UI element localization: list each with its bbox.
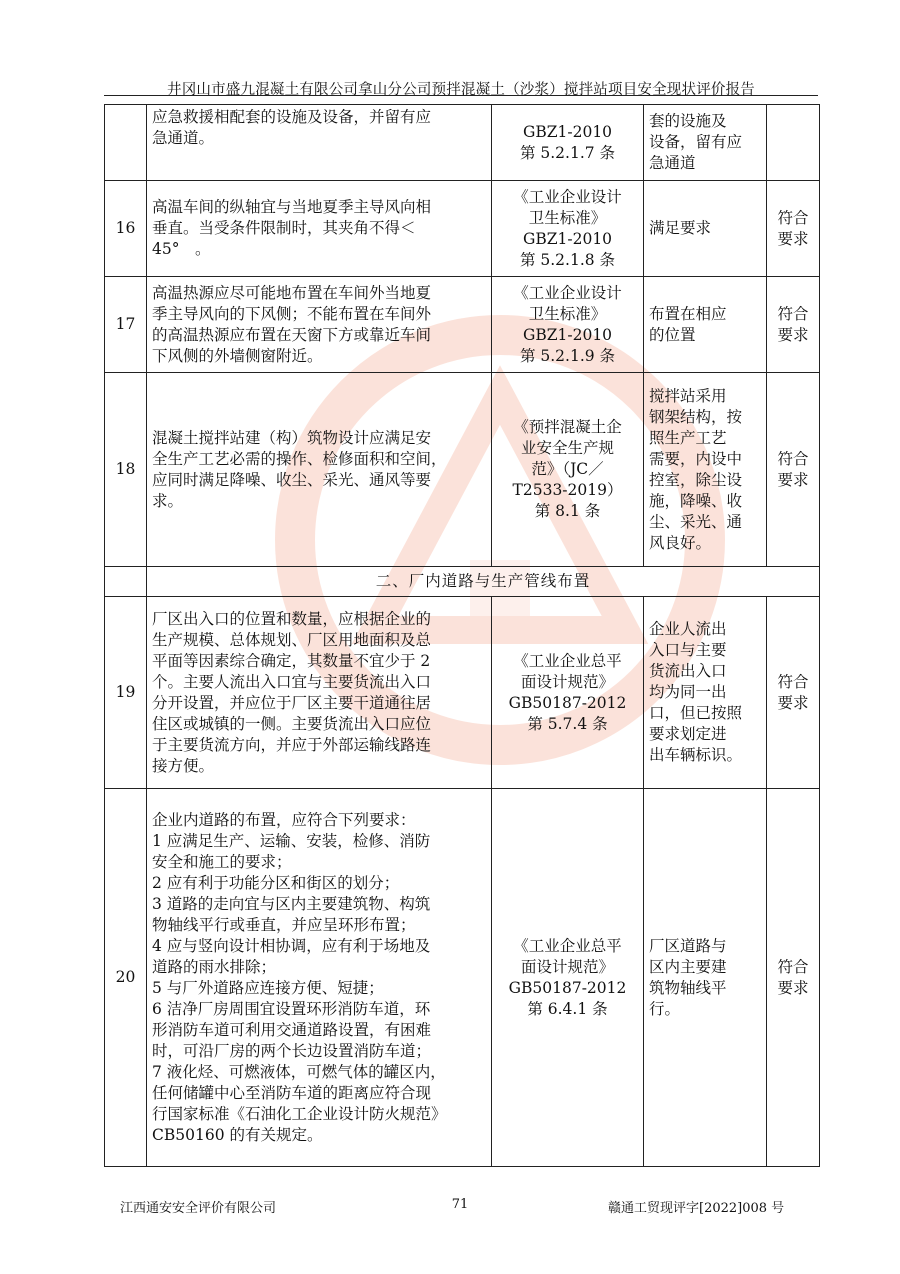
requirement-cell-line: 垂直。当受条件限制时，其夹角不得＜ [152,219,416,237]
requirement-cell-line: 45° 。 [152,240,211,258]
requirement-cell-line: 住区或城镇的一侧。主要货流出入口应位 [152,714,432,733]
requirement-cell-line: 形消防车道可利用交通道路设置，有困难 [152,1020,432,1039]
basis-cell-line: 面设计规范》 [520,672,614,691]
basis-cell-line: GB50187-2012 [508,693,627,712]
result-cell [767,597,820,789]
requirement-cell-line: 道路的雨水排除； [152,957,277,976]
result-cell-line: 符合 [777,304,809,323]
requirement-cell-line: 4 应与竖向设计相协调，应有利于场地及 [152,936,431,955]
situation-cell-line: 需要，内设中 [649,449,743,468]
section-spacer [105,567,147,597]
requirement-cell-line: 物轴线平行或垂直，并应呈环形布置； [152,915,416,934]
requirement-cell-line: 厂区出入口的位置和数量，应根据企业的 [152,609,432,628]
result-cell-line: 要求 [777,229,809,248]
requirement-cell-line: 高温热源应尽可能地布置在车间外当地夏 [152,283,432,302]
requirement-cell-line: 接方便。 [152,756,215,775]
situation-cell [644,181,767,277]
requirement-cell-line: 行国家标准《石油化工企业设计防火规范》 [152,1104,447,1123]
footer-page-number: 71 [451,1197,469,1212]
basis-cell-line: GBZ1-2010 [522,325,613,344]
row-number: 20 [105,789,147,1167]
basis-cell [492,597,644,789]
row-number: 18 [105,373,147,567]
requirement-cell-line: 生产规模、总体规划、厂区用地面积及总 [152,630,432,649]
basis-cell-line: 《工业企业设计 [513,187,622,206]
requirement-cell-line: 1 应满足生产、运输、安装，检修、消防 [152,831,431,850]
requirement-cell-line: 急通道。 [152,129,215,147]
result-cell-line: 要求 [777,325,809,344]
basis-cell-line: 范》（JC／ [531,460,604,478]
page-header: 井冈山市盛九混凝土有限公司拿山分公司预拌混凝土（沙浆）搅拌站项目安全现状评价报告 [167,82,755,98]
requirement-cell-line: 平面等因素综合确定，其数量不宜少于 2 [152,651,431,670]
situation-cell-line: 搅拌站采用 [649,386,727,405]
situation-cell [644,105,767,181]
basis-cell-line: 《工业企业总平 [513,651,622,670]
basis-cell-line: 第 5.7.4 条 [527,714,608,733]
situation-cell-line: 急通道 [649,154,696,172]
requirement-cell-line: CB50160 的有关规定。 [152,1125,323,1144]
basis-cell-line: 第 5.2.1.9 条 [519,346,616,365]
situation-cell-line: 尘、采光、通 [649,512,743,531]
requirement-cell-line: 3 道路的走向宜与区内主要建筑物、构筑 [152,894,431,913]
section-title: 二、厂内道路与生产管线布置 [147,567,820,597]
situation-cell [644,789,767,1167]
result-cell [767,277,820,373]
basis-cell-line: 面设计规范》 [520,957,614,976]
footer-company: 江西通安安全评价有限公司 [120,1201,277,1216]
table-row [105,277,820,373]
basis-cell-line: 《预拌混凝土企 [513,418,622,436]
basis-cell-line: T2533-2019） [512,481,623,499]
requirement-cell [147,597,492,789]
requirement-cell-line: 混凝土搅拌站建（构）筑物设计应满足安 [152,428,432,447]
result-cell [767,181,820,277]
situation-cell-line: 企业人流出 [649,620,727,638]
requirement-cell-line: 下风侧的外墙侧窗附近。 [152,346,323,365]
result-cell-line: 要求 [777,693,809,712]
requirement-cell-line: 全生产工艺必需的操作、检修面积和空间， [152,449,447,468]
requirement-cell-line: 任何储罐中心至消防车道的距离应符合现 [152,1083,432,1102]
requirement-cell-line: 季主导风向的下风侧；不能布置在车间外 [152,304,432,323]
situation-cell-line: 行。 [649,999,681,1018]
table-row [105,373,820,567]
row-number: 19 [105,597,147,789]
basis-cell-line: 业安全生产规 [520,439,614,457]
table-row [105,105,820,181]
situation-cell-line: 入口与主要 [649,641,727,659]
requirement-cell-line: 求。 [152,491,184,510]
requirement-cell-line: 5 与厂外道路应连接方便、短捷； [152,978,384,997]
basis-cell [492,105,644,181]
basis-cell-line: GBZ1-2010 [522,229,613,248]
basis-cell [492,181,644,277]
situation-cell-line: 出车辆标识。 [649,746,743,764]
table-row [105,789,820,1167]
result-cell-line: 要求 [777,978,809,997]
basis-cell-line: GB50187-2012 [508,978,627,997]
result-cell-line: 要求 [777,470,809,489]
requirement-cell [147,789,492,1167]
evaluation-table [104,104,820,1167]
situation-cell-line: 货流出入口 [649,662,727,680]
situation-cell-line: 区内主要建 [649,957,727,976]
situation-cell-line: 照生产工艺 [649,428,727,447]
table-row [105,597,820,789]
row-number [105,105,147,181]
requirement-cell-line: 7 液化烃、可燃液体，可燃气体的罐区内， [152,1062,446,1081]
situation-cell-line: 布置在相应 [649,304,727,323]
basis-cell [492,277,644,373]
situation-cell-line: 控室，除尘设 [649,470,743,489]
result-cell-line: 符合 [777,672,809,691]
requirement-cell-line: 2 应有利于功能分区和街区的划分； [152,873,400,892]
requirement-cell-line: 的高温热源应布置在天窗下方或靠近车间 [152,325,432,344]
result-cell-line: 符合 [777,208,809,227]
situation-cell [644,597,767,789]
basis-cell-line: 《工业企业总平 [513,936,622,955]
situation-cell-line: 设备，留有应 [649,133,743,151]
requirement-cell-line: 于主要货流方向，并应于外部运输线路连 [152,735,432,754]
situation-cell-line: 均为同一出 [649,683,727,701]
basis-cell-line: 第 5.2.1.8 条 [519,250,616,269]
requirement-cell-line: 时，可沿厂房的两个长边设置消防车道； [152,1041,432,1060]
basis-cell-line: 《工业企业设计 [513,283,622,302]
result-cell-line: 符合 [777,957,809,976]
situation-cell-line: 满足要求 [649,219,712,237]
section-row [105,567,820,597]
row-number: 16 [105,181,147,277]
basis-cell-line: 第 6.4.1 条 [527,999,608,1018]
situation-cell-line: 要求划定进 [649,725,727,743]
requirement-cell-line: 个。主要人流出入口宜与主要货流出入口 [152,672,432,691]
result-cell-line: 符合 [777,449,809,468]
basis-cell-line: 卫生标准》 [528,208,607,227]
footer-report-code: 赣通工贸现评字[2022]008 号 [608,1201,785,1216]
requirement-cell-line: 高温车间的纵轴宜与当地夏季主导风向相 [152,198,432,216]
requirement-cell-line: 企业内道路的布置，应符合下列要求： [152,810,416,829]
requirement-cell-line: 分开设置，并应位于厂区主要干道通往居 [152,693,432,712]
requirement-cell-line: 安全和施工的要求； [152,852,292,871]
result-cell [767,789,820,1167]
situation-cell-line: 套的设施及 [649,112,727,130]
basis-cell-line: GBZ1-2010 [522,122,613,141]
situation-cell-line: 钢架结构，按 [649,407,743,426]
situation-cell-line: 的位置 [649,325,696,344]
requirement-cell-line: 6 洁净厂房周围宜设置环形消防车道，环 [152,999,431,1018]
requirement-cell-line: 应急救援相配套的设施及设备，并留有应 [152,108,432,126]
basis-cell-line: 第 8.1 条 [534,502,601,520]
basis-cell [492,373,644,567]
requirement-cell [147,105,492,181]
situation-cell-line: 筑物轴线平 [649,978,727,997]
result-cell [767,105,820,181]
basis-cell [492,789,644,1167]
situation-cell-line: 厂区道路与 [649,936,727,955]
requirement-cell [147,373,492,567]
requirement-cell-line: 应同时满足降噪、收尘、采光、通风等要 [152,470,432,489]
situation-cell-line: 风良好。 [649,533,712,552]
situation-cell [644,373,767,567]
requirement-cell [147,277,492,373]
result-cell [767,373,820,567]
situation-cell [644,277,767,373]
header-rule [104,95,818,96]
row-number: 17 [105,277,147,373]
situation-cell-line: 施，降噪、收 [649,491,743,510]
basis-cell-line: 卫生标准》 [528,304,607,323]
basis-cell-line: 第 5.2.1.7 条 [519,143,616,162]
situation-cell-line: 口，但已按照 [649,704,743,722]
requirement-cell [147,181,492,277]
table-row [105,181,820,277]
